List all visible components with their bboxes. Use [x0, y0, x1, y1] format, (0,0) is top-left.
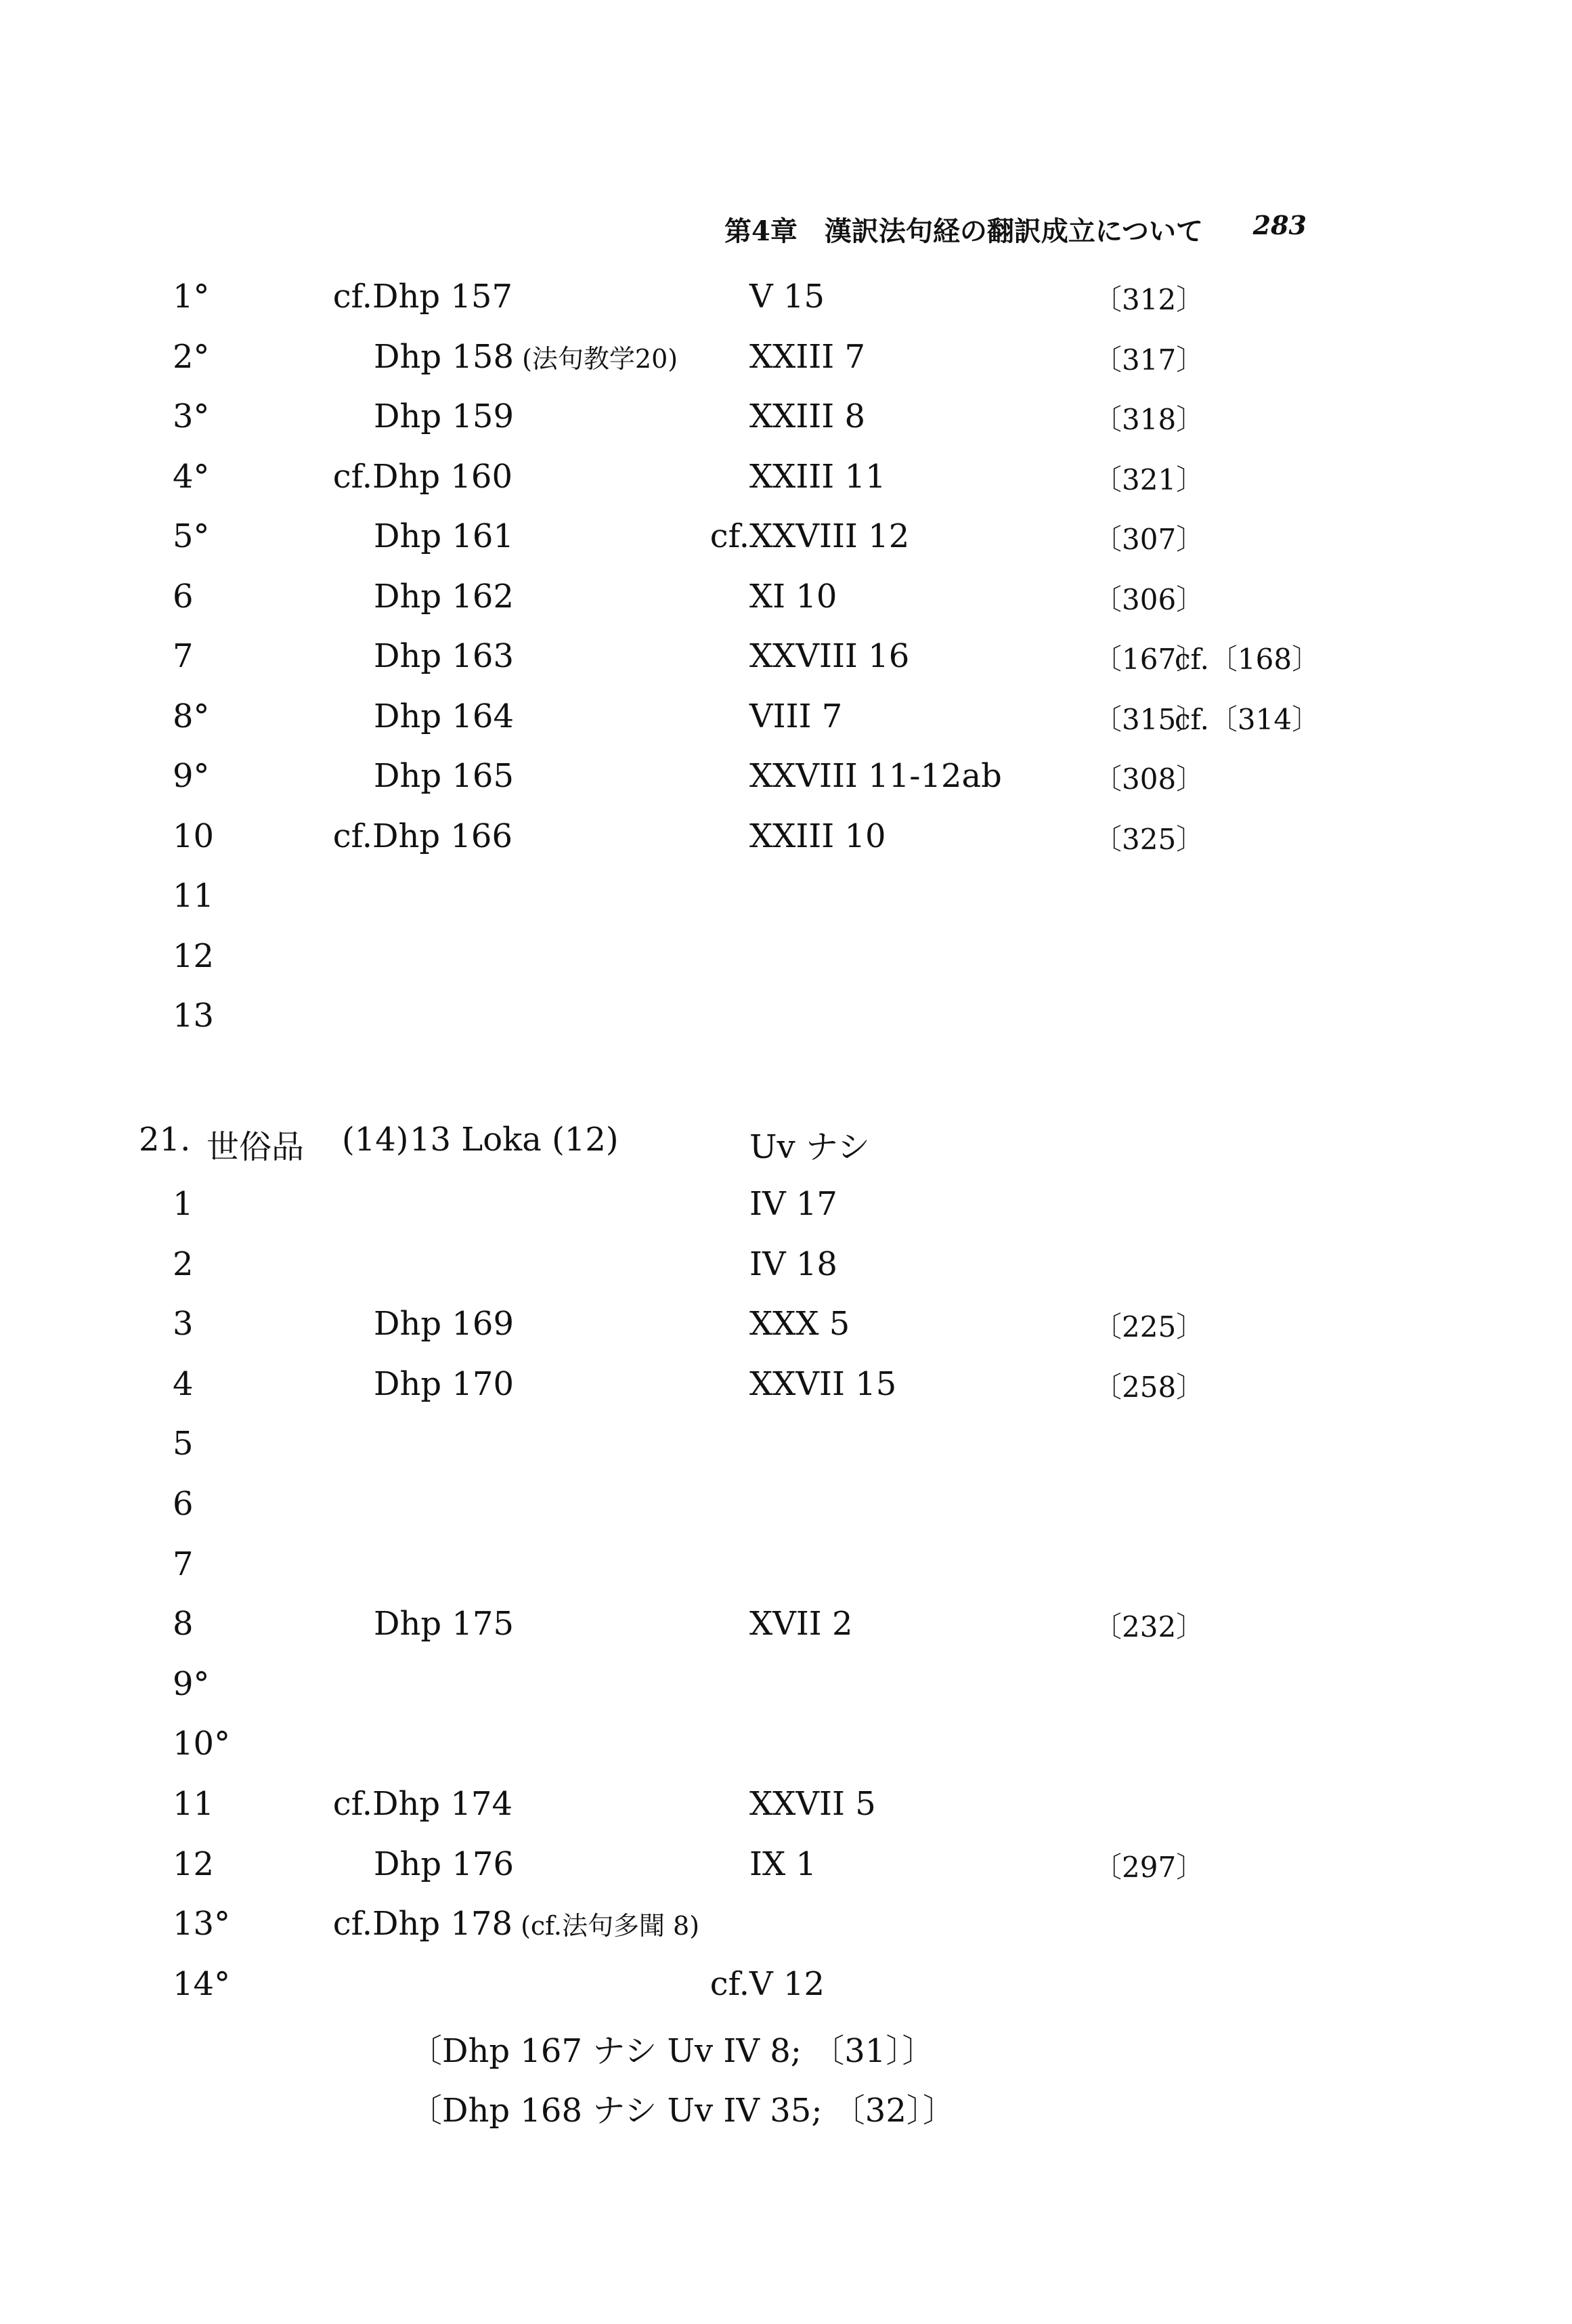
cf-prefix: cf. [332, 1785, 372, 1823]
parallel-note: (cf.法句多聞 8) [512, 1911, 700, 1941]
table-row [0, 1665, 1572, 1719]
verse-number: 4° [173, 457, 210, 496]
bracket-reference: 〔312〕 [1093, 283, 1205, 316]
dhp-reference: cf. Dhp 178 (cf.法句多聞 8) [332, 1905, 700, 1943]
cf-prefix: cf. [332, 278, 372, 316]
verse-number: 11 [173, 1785, 215, 1823]
verse-number: 12 [173, 937, 215, 975]
verse-number: 5° [173, 517, 210, 555]
table-row [0, 397, 1572, 452]
table-row [0, 1305, 1572, 1359]
verse-number: 12 [173, 1845, 215, 1883]
verse-number: 10 [173, 817, 215, 855]
dhp-reference: Dhp 169 [374, 1305, 514, 1343]
verse-number: 7 [173, 1545, 194, 1583]
uv-reference: IX 1 [749, 1845, 816, 1883]
bracket-reference: 〔317〕 [1093, 343, 1205, 376]
table-row [0, 997, 1572, 1051]
cross-reference: cf.〔168〕 [1175, 643, 1321, 676]
verse-number: 6 [173, 577, 194, 616]
verse-number: 13° [173, 1905, 231, 1943]
verse-number: 3° [173, 397, 210, 435]
uv-reference: V 15 [749, 278, 825, 316]
table-row [0, 1605, 1572, 1659]
dhp-reference: cf. Dhp 166 [332, 817, 512, 855]
dhp-reference: Dhp 162 [374, 577, 514, 616]
cf-prefix: cf. [709, 1964, 749, 2003]
uv-reference: XXVII 5 [749, 1785, 876, 1823]
verse-number: 5 [173, 1425, 194, 1463]
cf-prefix: cf. [332, 1905, 372, 1943]
verse-number: 3 [173, 1305, 194, 1343]
bracket-reference: 〔315〕 [1093, 702, 1205, 736]
table-row [0, 1725, 1572, 1779]
dhp-reference: cf. Dhp 174 [332, 1785, 512, 1823]
table-row [0, 1365, 1572, 1419]
bracket-reference: 〔308〕 [1093, 762, 1205, 796]
table-row [0, 1905, 1572, 1959]
uv-reference: XXVIII 11-12ab [749, 757, 1002, 795]
parallel-note: (法句教学20) [514, 343, 678, 374]
table-row [0, 1245, 1572, 1299]
verse-number: 6 [173, 1485, 194, 1523]
bracket-reference: 〔258〕 [1093, 1370, 1205, 1404]
table-row [0, 1845, 1572, 1899]
uv-reference: XXVIII 16 [749, 637, 910, 675]
verse-number: 9° [173, 757, 210, 795]
dhp-reference: Dhp 175 [374, 1605, 514, 1643]
page-number: 283 [1252, 210, 1307, 240]
bracket-reference: 〔225〕 [1093, 1310, 1205, 1344]
uv-reference: XXIII 11 [749, 457, 886, 496]
uv-reference: XXIII 7 [749, 337, 866, 376]
table-row [0, 458, 1572, 512]
uv-reference: XXVII 15 [749, 1364, 897, 1403]
table-row [0, 1965, 1572, 2019]
section-count: (14) [342, 1121, 409, 1159]
table-row [0, 817, 1572, 872]
dhp-reference: Dhp 176 [374, 1845, 514, 1883]
footnote-line: 〔Dhp 167 ナシ Uv IV 8; 〔31〕〕 [410, 2032, 935, 2070]
bracket-reference: 〔318〕 [1093, 403, 1205, 436]
dhp-reference: Dhp 163 [374, 637, 514, 675]
table-row [0, 1185, 1572, 1239]
dhp-reference: Dhp 158 (法句教学20) [374, 337, 678, 376]
uv-reference: XI 10 [749, 577, 837, 616]
bracket-reference: 〔325〕 [1093, 822, 1205, 856]
uv-reference: cf. V 12 [709, 1964, 825, 2003]
table-row [0, 937, 1572, 991]
table-row [0, 1545, 1572, 1599]
verse-number: 2 [173, 1245, 194, 1283]
dhp-reference: Dhp 161 [374, 517, 514, 555]
uv-reference: XXX 5 [749, 1305, 850, 1343]
section-pali: 13 Loka (12) [410, 1121, 619, 1159]
table-row [0, 877, 1572, 931]
bracket-reference: 〔307〕 [1093, 523, 1205, 556]
verse-number: 2° [173, 337, 210, 376]
uv-reference: VIII 7 [749, 697, 843, 735]
verse-number: 8° [173, 697, 210, 735]
uv-reference: cf. XXVIII 12 [709, 517, 910, 555]
dhp-reference: Dhp 159 [374, 397, 514, 435]
cross-reference: cf.〔314〕 [1175, 702, 1321, 736]
verse-number: 14° [173, 1964, 231, 2003]
bracket-reference: 〔167〕 [1093, 643, 1205, 676]
section-uv: Uv ナシ [749, 1128, 870, 1166]
uv-reference: XVII 2 [749, 1605, 853, 1643]
verse-number: 1° [173, 278, 210, 316]
chapter-title: 第4章 漢訳法句経の翻訳成立について [724, 215, 1204, 247]
uv-reference: IV 17 [749, 1185, 837, 1223]
dhp-reference: cf. Dhp 160 [332, 457, 512, 496]
section-heading [139, 1121, 1493, 1175]
cf-prefix: cf. [709, 517, 749, 555]
verse-number: 9° [173, 1664, 210, 1703]
verse-number: 13 [173, 997, 215, 1035]
footnote-line: 〔Dhp 168 ナシ Uv IV 35; 〔32〕〕 [410, 2092, 955, 2130]
cf-prefix: cf. [332, 457, 372, 496]
bracket-reference: 〔232〕 [1093, 1610, 1205, 1644]
table-row [0, 697, 1572, 752]
table-row [0, 757, 1572, 811]
bracket-reference: 〔306〕 [1093, 582, 1205, 616]
verse-number: 7 [173, 637, 194, 675]
dhp-reference: Dhp 170 [374, 1364, 514, 1403]
table-row [0, 1785, 1572, 1839]
bracket-reference: 〔297〕 [1093, 1850, 1205, 1884]
verse-number: 11 [173, 877, 215, 915]
table-row [0, 637, 1572, 691]
table-row [0, 517, 1572, 572]
table-row [0, 338, 1572, 392]
section-number: 21. [139, 1121, 191, 1159]
bracket-reference: 〔321〕 [1093, 462, 1205, 496]
uv-reference: XXIII 10 [749, 817, 886, 855]
dhp-reference: Dhp 164 [374, 697, 514, 735]
section-name: 世俗品 [206, 1128, 305, 1166]
uv-reference: IV 18 [749, 1245, 837, 1283]
table-row [0, 278, 1572, 332]
table-row [0, 578, 1572, 632]
verse-number: 1 [173, 1185, 194, 1223]
verse-number: 4 [173, 1364, 194, 1403]
running-header [724, 210, 1307, 257]
verse-number: 10° [173, 1725, 231, 1763]
dhp-reference: Dhp 165 [374, 757, 514, 795]
cf-prefix: cf. [332, 817, 372, 855]
verse-number: 8 [173, 1605, 194, 1643]
table-row [0, 1485, 1572, 1539]
dhp-reference: cf. Dhp 157 [332, 278, 512, 316]
uv-reference: XXIII 8 [749, 397, 866, 435]
table-row [0, 1425, 1572, 1479]
